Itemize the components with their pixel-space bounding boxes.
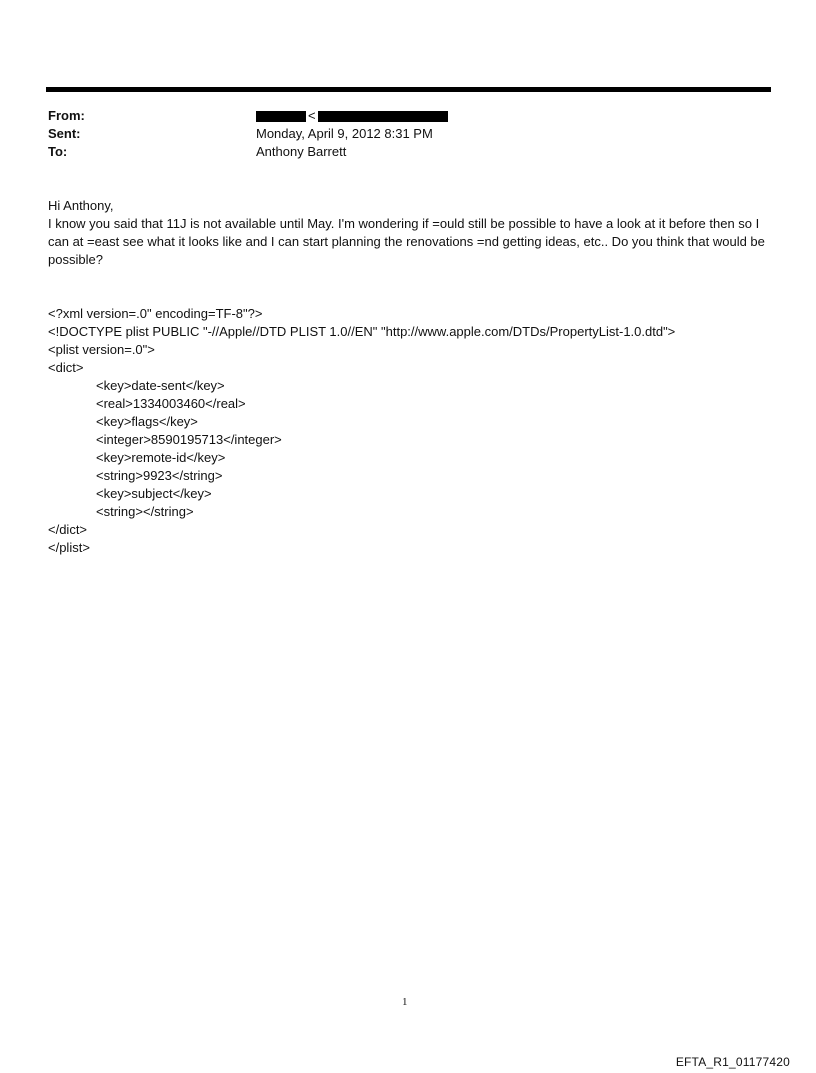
plist-line: <key>remote-id</key>: [96, 450, 226, 465]
plist-line: <key>subject</key>: [96, 486, 212, 501]
plist-line: <key>flags</key>: [96, 414, 198, 429]
from-angle-bracket: <: [308, 108, 316, 123]
greeting: Hi Anthony,: [48, 198, 114, 213]
plist-line: <integer>8590195713</integer>: [96, 432, 282, 447]
plist-line: <plist version=.0">: [48, 342, 155, 357]
plist-line: <key>date-sent</key>: [96, 378, 225, 393]
document-id: EFTA_R1_01177420: [675, 1055, 790, 1069]
page-number: 1: [402, 996, 408, 1008]
plist-line: <dict>: [48, 360, 84, 375]
plist-line: <string>9923</string>: [96, 468, 223, 483]
from-label: From:: [48, 108, 85, 123]
plist-line: <real>1334003460</real>: [96, 396, 246, 411]
email-header: [48, 107, 768, 161]
plist-line: </dict>: [48, 522, 88, 537]
header-rule: [46, 87, 771, 92]
email-body: [48, 197, 774, 269]
to-label: To:: [48, 144, 68, 159]
plist-block: [48, 305, 774, 557]
to-row: [48, 143, 768, 161]
plist-line: </plist>: [48, 540, 90, 555]
sent-row: [48, 125, 768, 143]
from-value: [256, 107, 448, 125]
plist-line: <!DOCTYPE plist PUBLIC "-//Apple//DTD PLIST 1.0//EN" "http://www.apple.com/DTDs/PropertyList-1.0.dtd">: [48, 324, 676, 339]
plist-line: <?xml version=.0" encoding=TF-8"?>: [48, 306, 263, 321]
body-paragraph: I know you said that 11J is not available until May. I'm wondering if =ould still be possible to have a look at it before then so I can at =east see what it looks like and I can start planning the renovations =nd getting ideas, etc.. Do you think that would be possible?: [48, 216, 765, 267]
sent-value: Monday, April 9, 2012 8:31 PM: [256, 126, 433, 141]
from-row: [48, 107, 768, 125]
to-value: Anthony Barrett: [256, 144, 347, 159]
plist-line: <string></string>: [96, 504, 194, 519]
redaction-block: [256, 111, 306, 122]
sent-label: Sent:: [48, 126, 81, 141]
redaction-block: [318, 111, 448, 122]
